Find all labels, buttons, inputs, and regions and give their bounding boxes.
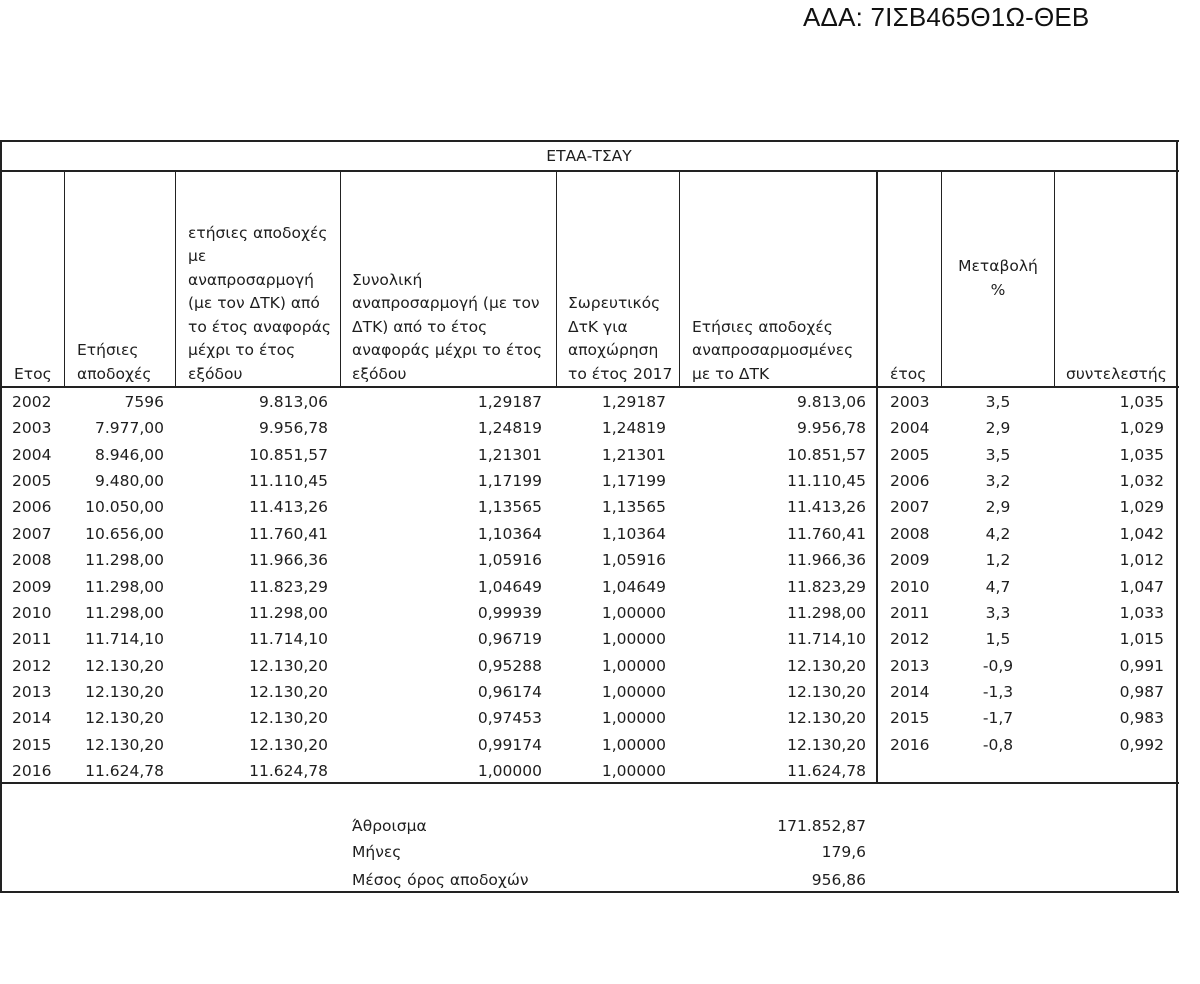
cell-coefficient: 1,047	[1119, 577, 1164, 596]
cell-coefficient: 1,029	[1119, 498, 1164, 517]
cell-adjusted-earnings: 11.110,45	[249, 472, 328, 491]
cell-coefficient: 1,035	[1119, 445, 1164, 464]
cell-adjusted-earnings: 11.413,26	[249, 498, 328, 517]
cell-cpi-year: 2012	[890, 630, 930, 649]
cell-coefficient: 1,042	[1119, 524, 1164, 543]
cell-cumulative-cpi: 1,17199	[601, 472, 666, 491]
cell-coefficient: 1,032	[1119, 472, 1164, 491]
summary-label: Μέσος όρος αποδοχών	[352, 871, 529, 889]
col-divider	[340, 171, 341, 387]
cell-total-adjustment: 1,00000	[477, 762, 542, 781]
header-coefficient: συντελεστής	[1066, 364, 1167, 383]
cell-earnings: 11.298,00	[85, 551, 164, 570]
cell-total-adjustment: 0,97453	[477, 709, 542, 728]
cell-adjusted-annual: 10.851,57	[787, 445, 866, 464]
cell-adjusted-earnings: 12.130,20	[249, 656, 328, 675]
cell-total-adjustment: 1,05916	[477, 551, 542, 570]
cell-cpi-year: 2010	[890, 577, 930, 596]
cell-earnings: 12.130,20	[85, 709, 164, 728]
cell-total-adjustment: 1,04649	[477, 577, 542, 596]
cell-cpi-year: 2003	[890, 393, 930, 411]
cell-earnings: 9.480,00	[94, 472, 164, 491]
cell-adjusted-annual: 11.823,29	[787, 577, 866, 596]
col-divider	[556, 171, 557, 387]
header-adjusted-annual: Ετήσιες αποδοχές αναπροσαρμοσμένες με το ΔΤΚ	[692, 317, 854, 383]
cell-total-adjustment: 0,99174	[477, 735, 542, 754]
cell-earnings: 11.624,78	[85, 762, 164, 781]
cell-cpi-year: 2008	[890, 524, 930, 543]
cell-coefficient: 0,983	[1119, 709, 1164, 728]
cell-change-pct: 4,7	[985, 577, 1011, 596]
cell-earnings: 10.656,00	[85, 524, 164, 543]
cell-adjusted-earnings: 11.624,78	[249, 762, 328, 781]
table-top-border	[0, 140, 1179, 142]
cell-adjusted-annual: 12.130,20	[787, 735, 866, 754]
header-annual-earnings: Ετήσιες αποδοχές	[77, 341, 152, 383]
summary-label: Άθροισμα	[352, 817, 427, 835]
table-title: ΕΤΑΑ-ΤΣΑΥ	[546, 147, 632, 165]
cell-adjusted-annual: 12.130,20	[787, 656, 866, 675]
cell-change-pct: 3,5	[985, 393, 1011, 411]
cell-adjusted-earnings: 9.813,06	[258, 393, 328, 411]
cell-change-pct: 3,2	[985, 472, 1011, 491]
cell-adjusted-earnings: 11.966,36	[249, 551, 328, 570]
cell-change-pct: 3,3	[985, 603, 1011, 622]
cell-earnings: 7.977,00	[94, 419, 164, 438]
cell-adjusted-earnings: 11.823,29	[249, 577, 328, 596]
cell-adjusted-annual: 12.130,20	[787, 709, 866, 728]
cell-cumulative-cpi: 1,00000	[601, 656, 666, 675]
cell-cumulative-cpi: 1,00000	[601, 630, 666, 649]
cell-cpi-year: 2009	[890, 551, 930, 570]
cell-earnings: 10.050,00	[85, 498, 164, 517]
cell-cumulative-cpi: 1,21301	[601, 445, 666, 464]
col-divider	[175, 171, 176, 387]
cell-adjusted-annual: 11.624,78	[787, 762, 866, 781]
cell-adjusted-annual: 11.110,45	[787, 472, 866, 491]
cell-cumulative-cpi: 1,00000	[601, 735, 666, 754]
cell-cumulative-cpi: 1,13565	[601, 498, 666, 517]
cell-coefficient: 1,033	[1119, 603, 1164, 622]
cell-year: 2005	[12, 472, 52, 491]
cell-earnings: 11.298,00	[85, 577, 164, 596]
cell-earnings: 12.130,20	[85, 656, 164, 675]
cell-cpi-year: 2004	[890, 419, 930, 438]
header-total-adjustment: Συνολική αναπροσαρμογή (με τον ΔΤΚ) από το έτος αναφοράς μέχρι το έτος εξόδου	[352, 270, 543, 383]
cell-adjusted-earnings: 11.760,41	[249, 524, 328, 543]
cell-coefficient: 1,015	[1119, 630, 1164, 649]
cell-adjusted-earnings: 12.130,20	[249, 735, 328, 754]
cell-total-adjustment: 0,96174	[477, 682, 542, 701]
cell-year: 2003	[12, 419, 52, 438]
cell-adjusted-earnings: 9.956,78	[258, 419, 328, 438]
header-adjusted-earnings: ετήσιες αποδοχές με αναπροσαρμογή (με τον ΔΤΚ) από το έτος αναφοράς μέχρι το έτος εξόδου	[188, 223, 331, 383]
cell-cpi-year: 2005	[890, 445, 930, 464]
summary-label: Μήνες	[352, 843, 402, 861]
cell-total-adjustment: 0,99939	[477, 603, 542, 622]
cell-year: 2015	[12, 735, 52, 754]
header-bottom-border	[0, 386, 1179, 388]
cell-cumulative-cpi: 1,00000	[601, 709, 666, 728]
cell-adjusted-annual: 11.714,10	[787, 630, 866, 649]
cell-cpi-year: 2015	[890, 709, 930, 728]
cell-total-adjustment: 0,96719	[477, 630, 542, 649]
cell-year: 2006	[12, 498, 52, 517]
cell-total-adjustment: 1,10364	[477, 524, 542, 543]
cell-coefficient: 0,992	[1119, 735, 1164, 754]
cell-year: 2002	[12, 393, 52, 411]
cell-adjusted-annual: 9.956,78	[796, 419, 866, 438]
cell-total-adjustment: 1,13565	[477, 498, 542, 517]
cell-year: 2010	[12, 603, 52, 622]
cell-total-adjustment: 1,24819	[477, 419, 542, 438]
cell-change-pct: -1,7	[982, 709, 1014, 728]
cell-change-pct: 1,2	[985, 551, 1011, 570]
cell-total-adjustment: 1,21301	[477, 445, 542, 464]
cell-year: 2012	[12, 656, 52, 675]
table-right-border	[1176, 140, 1178, 893]
cell-year: 2007	[12, 524, 52, 543]
cell-cumulative-cpi: 1,05916	[601, 551, 666, 570]
cell-cpi-year: 2006	[890, 472, 930, 491]
cell-adjusted-annual: 11.966,36	[787, 551, 866, 570]
cell-year: 2004	[12, 445, 52, 464]
cell-cumulative-cpi: 1,29187	[601, 393, 666, 411]
col-divider-thick	[876, 171, 878, 783]
col-divider	[1054, 171, 1055, 387]
cell-change-pct: 2,9	[985, 498, 1011, 517]
cell-cumulative-cpi: 1,00000	[601, 762, 666, 781]
cell-coefficient: 1,012	[1119, 551, 1164, 570]
cell-adjusted-annual: 11.298,00	[787, 603, 866, 622]
cell-change-pct: 2,9	[985, 419, 1011, 438]
cell-earnings: 11.298,00	[85, 603, 164, 622]
cell-cumulative-cpi: 1,04649	[601, 577, 666, 596]
cell-earnings: 12.130,20	[85, 735, 164, 754]
cell-cpi-year: 2007	[890, 498, 930, 517]
summary-value: 956,86	[811, 871, 866, 889]
col-divider	[64, 171, 65, 387]
cell-earnings: 7596	[124, 393, 164, 411]
cell-cumulative-cpi: 1,24819	[601, 419, 666, 438]
cell-change-pct: -0,9	[982, 656, 1014, 675]
cell-cumulative-cpi: 1,00000	[601, 682, 666, 701]
cell-year: 2013	[12, 682, 52, 701]
header-change-pct: Μεταβολή %	[958, 257, 1038, 299]
cell-cpi-year: 2013	[890, 656, 930, 675]
cell-change-pct: 1,5	[985, 630, 1011, 649]
cell-cpi-year: 2011	[890, 603, 930, 622]
cell-total-adjustment: 1,29187	[477, 393, 542, 411]
cell-adjusted-annual: 12.130,20	[787, 682, 866, 701]
cell-adjusted-annual: 11.413,26	[787, 498, 866, 517]
cell-adjusted-annual: 11.760,41	[787, 524, 866, 543]
cell-total-adjustment: 0,95288	[477, 656, 542, 675]
cell-change-pct: -1,3	[982, 682, 1014, 701]
cell-year: 2016	[12, 762, 52, 781]
cell-cpi-year: 2016	[890, 735, 930, 754]
cell-earnings: 8.946,00	[94, 445, 164, 464]
cell-adjusted-earnings: 12.130,20	[249, 709, 328, 728]
summary-value: 179,6	[821, 843, 866, 861]
title-row-border	[0, 170, 1179, 172]
cell-coefficient: 1,035	[1119, 393, 1164, 411]
cell-year: 2008	[12, 551, 52, 570]
cell-adjusted-earnings: 11.714,10	[249, 630, 328, 649]
document-id: ΑΔΑ: 7ΙΣΒ465Θ1Ω-ΘΕΒ	[803, 2, 1090, 32]
cell-coefficient: 1,029	[1119, 419, 1164, 438]
summary-value: 171.852,87	[777, 817, 866, 835]
cell-adjusted-earnings: 11.298,00	[249, 603, 328, 622]
cell-adjusted-earnings: 12.130,20	[249, 682, 328, 701]
cell-cpi-year: 2014	[890, 682, 930, 701]
cell-change-pct: -0,8	[982, 735, 1014, 754]
cell-change-pct: 4,2	[985, 524, 1011, 543]
cell-total-adjustment: 1,17199	[477, 472, 542, 491]
cell-earnings: 12.130,20	[85, 682, 164, 701]
table-bottom-border	[0, 891, 1179, 893]
cell-coefficient: 0,991	[1119, 656, 1164, 675]
table-left-border	[0, 140, 2, 893]
cell-cumulative-cpi: 1,10364	[601, 524, 666, 543]
cell-year: 2009	[12, 577, 52, 596]
cell-coefficient: 0,987	[1119, 682, 1164, 701]
cell-change-pct: 3,5	[985, 445, 1011, 464]
cell-cumulative-cpi: 1,00000	[601, 603, 666, 622]
cell-year: 2011	[12, 630, 52, 649]
cell-year: 2014	[12, 709, 52, 728]
header-cpi-year: έτος	[890, 364, 927, 383]
cell-adjusted-earnings: 10.851,57	[249, 445, 328, 464]
header-year: Ετος	[14, 364, 52, 383]
header-cumulative-cpi: Σωρευτικός ΔτΚ για αποχώρηση το έτος 2017	[568, 294, 673, 383]
col-divider	[679, 171, 680, 387]
cell-adjusted-annual: 9.813,06	[796, 393, 866, 411]
cell-earnings: 11.714,10	[85, 630, 164, 649]
